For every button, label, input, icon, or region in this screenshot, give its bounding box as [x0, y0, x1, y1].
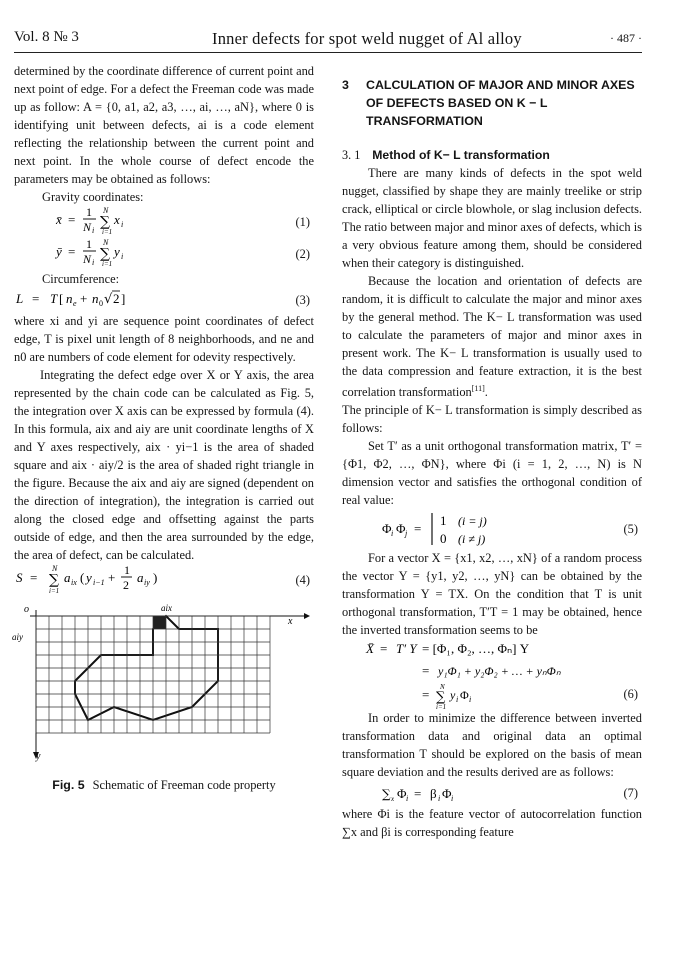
equation-2-body [54, 237, 176, 272]
svg-text:(i = j): (i = j) [458, 514, 487, 529]
running-header [14, 29, 642, 51]
svg-text:S: S [16, 569, 23, 585]
svg-text:i=1: i=1 [102, 259, 113, 268]
svg-text:Φ: Φ [396, 521, 406, 537]
svg-text:N: N [83, 219, 92, 234]
equation-5 [342, 509, 642, 549]
label-aiy: aiy [12, 632, 23, 642]
svg-text:n: n [66, 290, 73, 306]
equation-6 [342, 639, 642, 712]
svg-text:= [Φ₁, Φ₂, …, Φₙ] Y: = [Φ₁, Φ₂, …, Φₙ] Y [422, 641, 530, 657]
equation-1 [14, 206, 314, 238]
svg-text:=: = [380, 641, 388, 657]
equation-2-number: (2) [295, 247, 310, 261]
svg-text:=: = [414, 521, 422, 537]
svg-text:N: N [103, 205, 109, 215]
figure-5-freeman-grid [14, 602, 314, 764]
paragraph-kl-usage-text: Because the location and orientation of defects are random, it is difficult to calculate the major and minor axes by the general method. The K− L transformation was used to calculate the parameters of major and minor axes in present work. The K− L transformation is usually used to the data compression and feature extraction, it is the best correlation transformation [342, 274, 642, 400]
svg-text:1: 1 [86, 236, 92, 251]
equation-2 [14, 238, 314, 270]
subsection-3-1-title: Method of K− L transformation [372, 148, 550, 162]
paragraph-freeman-code: determined by the coordinate difference of current point and next point of edge. For a defect the Freeman code was made up as follow: A = {0, a1, a2, a3, …, ai, …, aN}, where 0 is identifying unit between defects, ai is a code element reflecting the relationship between the current point and next point. In the whole course of defect encode the parameters may be obtained as follows: [14, 64, 314, 186]
paragraph-area-integration: Integrating the defect edge over X or Y axis, the area represented by the chain code can be calculated as Fig. 5, the integration over X axis can be expressed by formula (4). In this formula, aix and aiy are unit coordinate lengths of X and Y axes respectively, aix · yi−1 is the area of shaded square and aix · aiy/2 is the area of shaded right triangle in the figure. Because the aix and aiy are signed (dependent on the direction of integration), the integration is carried out along the closed edge and offsetting against the parts outside of edge, and then the area surrounded by the edge, the area of defect, can be calculated. [14, 368, 314, 562]
svg-text:=: = [422, 687, 430, 703]
svg-text:y: y [450, 688, 456, 703]
svg-text:i: i [469, 695, 472, 705]
svg-text:Φ: Φ [397, 786, 407, 802]
svg-text:(i ≠ j): (i ≠ j) [458, 532, 486, 547]
svg-text:): ) [153, 569, 158, 585]
svg-text:x̄: x̄ [56, 211, 62, 227]
label-aix: aix [161, 603, 172, 613]
paragraph-defect-kinds: There are many kinds of defects in the spot weld nugget, classified by shape they are mainly treelike or strip crack, elliptical or circle blowhole, or slag inclusion defects. The ratio between major and minor axes of defects, which is a very obvious feature among them, should be considered when their category is distinguished. [342, 166, 642, 270]
equation-1-number: (1) [295, 215, 310, 229]
subsection-3-1-heading [342, 146, 642, 164]
svg-text:j: j [405, 529, 408, 539]
equation-5-body [382, 509, 582, 549]
svg-text:∑: ∑ [100, 245, 110, 262]
x-axis-arrow [304, 613, 310, 619]
svg-text:a: a [137, 569, 144, 585]
svg-text:=: = [30, 569, 38, 585]
equation-4-number: (4) [295, 573, 310, 587]
axis-x-label: x [288, 616, 293, 627]
svg-text:+: + [80, 290, 88, 306]
svg-text:i: i [438, 794, 441, 804]
equation-6-number: (6) [623, 687, 638, 702]
svg-text:T: T [50, 290, 58, 306]
svg-text:i: i [92, 225, 95, 235]
svg-text:Φ: Φ [382, 521, 392, 537]
svg-text:∑: ∑ [382, 787, 391, 802]
running-title: Inner defects for spot weld nugget of Al alloy [212, 29, 522, 48]
svg-text:=: = [68, 243, 76, 259]
svg-text:i: i [92, 257, 95, 267]
page-number: · 487 · [610, 31, 642, 45]
svg-text:iy: iy [144, 577, 150, 587]
figure-5-caption-text: Schematic of Freeman code property [92, 778, 276, 792]
figure-5-label: Fig. 5 [52, 778, 85, 792]
equation-1-body [54, 205, 176, 240]
svg-text:Φ: Φ [442, 786, 452, 802]
svg-text:N: N [83, 251, 92, 266]
equation-7-number: (7) [623, 786, 638, 801]
svg-text:T′ Y: T′ Y [396, 641, 417, 657]
svg-text:i=1: i=1 [49, 586, 60, 595]
equation-6-body [366, 639, 586, 712]
equation-4 [14, 564, 314, 596]
svg-text:i: i [121, 219, 124, 229]
svg-text:=: = [422, 663, 430, 679]
svg-text:1: 1 [124, 562, 130, 577]
equation-3-body [14, 287, 186, 314]
svg-text:x: x [114, 211, 120, 227]
section-3-title: CALCULATION OF MAJOR AND MINOR AXES OF DEFECTS BASED ON K − L TRANSFORMATION [366, 78, 635, 128]
svg-text:y₁Φ₁ + y₂Φ₂ + … + yₙΦₙ: y₁Φ₁ + y₂Φ₂ + … + yₙΦₙ [438, 664, 561, 679]
paragraph-feature-vector: where Φi is the feature vector of autocorrelation function ∑x and βi is corresponding feature [342, 807, 642, 840]
svg-text:i=1: i=1 [436, 703, 447, 712]
svg-text:√: √ [104, 291, 113, 307]
subsection-3-1-number: 3. 1 [342, 148, 361, 162]
right-column [342, 62, 642, 841]
svg-text:y: y [114, 243, 120, 259]
svg-text:2: 2 [113, 290, 120, 306]
paragraph-symbol-definitions: where xi and yi are sequence point coordinates of defect edge, T is pixel unit length of 8 neighborhoods, and ne and n0 are numbers of code element for odevity respectively. [14, 314, 314, 364]
svg-text:=: = [32, 290, 40, 306]
equation-3-number: (3) [295, 293, 310, 307]
svg-text:=: = [414, 786, 422, 802]
svg-text:1: 1 [440, 513, 447, 529]
svg-text:i−1: i−1 [93, 577, 105, 587]
equation-3 [14, 288, 314, 312]
svg-text:[: [ [59, 290, 64, 306]
svg-text:a: a [64, 569, 71, 585]
svg-text:i: i [456, 695, 459, 705]
svg-text:L: L [16, 290, 24, 306]
svg-text:n: n [92, 290, 99, 306]
header-rule [14, 52, 642, 53]
svg-text:∑: ∑ [100, 213, 110, 230]
section-3-heading [342, 76, 642, 130]
svg-text:ix: ix [71, 577, 77, 587]
svg-text:N: N [440, 683, 445, 692]
gravity-label: Gravity coordinates: [42, 190, 144, 204]
figure-5-caption [14, 776, 314, 794]
svg-text:i=1: i=1 [102, 227, 113, 236]
svg-text:0: 0 [440, 531, 447, 547]
svg-text:Φ: Φ [460, 688, 469, 703]
svg-text:(: ( [80, 569, 85, 585]
paragraph-optimal-transform: In order to minimize the difference between inverted transformation data and original data an optimal transformation T should be explored on the basis of mean square deviation and the results derived are as follows: [342, 711, 642, 780]
svg-text:x: x [391, 795, 395, 804]
left-column [14, 62, 314, 794]
citation-11: [11] [471, 384, 485, 393]
svg-text:∑: ∑ [436, 690, 446, 706]
svg-text:X̄: X̄ [366, 641, 374, 657]
equation-5-number: (5) [623, 522, 638, 537]
svg-text:N: N [52, 563, 58, 573]
section-3-number: 3 [342, 78, 349, 92]
equation-7-body [382, 782, 502, 804]
svg-text:0: 0 [99, 298, 103, 308]
paragraph-random-vector: For a vector X = {x1, x2, …, xN} of a random process the vector Y = {y1, y2, …, yN} can be obtained by the transformation Y = TX. On the condition that T is unit orthogonal transformation, T′T = 1 may be obtained, hence the inverted transformation seems to be [342, 551, 642, 638]
paragraph-principle: The principle of K− L transformation is simply described as follows: [342, 403, 642, 436]
svg-text:ȳ: ȳ [56, 243, 62, 259]
paragraph-kl-usage: Because the location and orientation of defects are random, it is difficult to calculate the major and minor axes by the general method. The K− L transformation was used to calculate the parameters of major and minor axes in present work. The K− L transformation is usually used to the data compression and feature extraction, it is the best correlation transformation[11]. [342, 274, 642, 400]
svg-text:β: β [430, 786, 437, 802]
paragraph-orthogonal-matrix: Set T′ as a unit orthogonal transformation matrix, T′ = {Φ1, Φ2, …, ΦN}, where Φi (i = 1, 2, …, N) is N dimension vector and satisfies the orthogonal condition of real value: [342, 439, 642, 508]
svg-text:i: i [121, 251, 124, 261]
svg-text:i: i [391, 529, 394, 539]
svg-text:i: i [406, 794, 409, 804]
svg-text:=: = [68, 211, 76, 227]
equation-7 [342, 781, 642, 805]
axis-y-label: y [36, 751, 41, 762]
svg-text:y: y [86, 569, 92, 585]
equation-4-body [14, 562, 216, 599]
freeman-grid-diagram [14, 602, 314, 764]
svg-text:1: 1 [86, 204, 92, 219]
volume-number: Vol. 8 № 3 [14, 29, 79, 45]
circumference-label: Circumference: [42, 272, 120, 286]
svg-text:2: 2 [123, 577, 129, 592]
svg-text:i: i [451, 794, 454, 804]
svg-text:]: ] [121, 290, 126, 306]
svg-text:∑: ∑ [49, 571, 59, 588]
axis-origin-label: o [24, 604, 29, 615]
svg-text:e: e [73, 298, 77, 308]
svg-text:+: + [108, 569, 116, 585]
svg-text:N: N [103, 237, 109, 247]
shaded-square [153, 616, 166, 629]
